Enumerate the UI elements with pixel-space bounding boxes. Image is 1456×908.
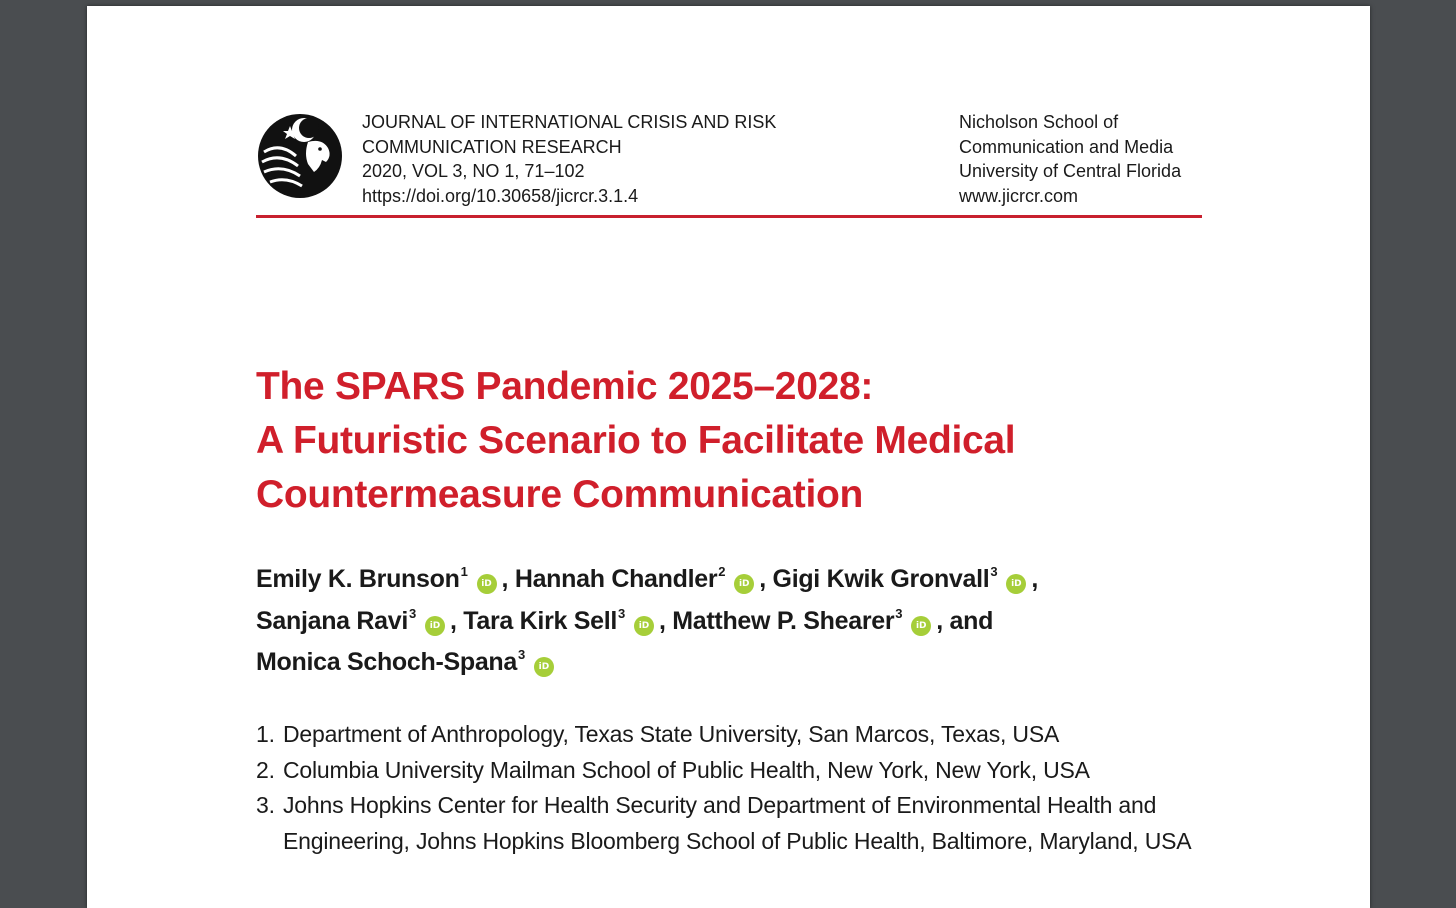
orcid-icon[interactable]: iD <box>1006 574 1026 594</box>
author-separator: , <box>501 565 509 593</box>
author-separator: , <box>658 606 666 635</box>
journal-name-line1: JOURNAL OF INTERNATIONAL CRISIS AND RISK <box>362 112 777 132</box>
title-line2: A Futuristic Scenario to Facilitate Medical <box>256 419 1016 462</box>
affiliation-text: Columbia University Mailman School of Public Health, New York, New York, USA <box>283 756 1090 783</box>
author-affiliation-mark: 3 <box>409 605 416 621</box>
title-line3: Countermeasure Communication <box>256 473 864 516</box>
publisher-info <box>959 110 1181 208</box>
journal-doi-link[interactable]: https://doi.org/10.30658/jicrcr.3.1.4 <box>362 185 639 206</box>
title-line1: The SPARS Pandemic 2025–2028: <box>256 365 874 408</box>
author-name: Hannah Chandler$^2$ <box>514 564 726 593</box>
journal-name-line2: COMMUNICATION RESEARCH <box>362 136 622 157</box>
orcid-icon[interactable]: iD <box>911 616 931 636</box>
publisher-line3: University of Central Florida <box>959 161 1182 181</box>
affiliation-item <box>256 717 1216 753</box>
orcid-icon[interactable]: iD <box>477 574 497 594</box>
journal-header <box>256 110 1202 220</box>
author-affiliation-mark: 3 <box>895 605 903 621</box>
author-line <box>256 642 1216 684</box>
author-name: Monica Schoch-Spana$^3$ <box>256 647 525 676</box>
affiliation-text: Johns Hopkins Center for Health Security and Department of Environmental Health and Engineering, Johns Hopkins Bloomberg School of Public Health, Baltimore, Maryland, USA <box>283 792 1192 855</box>
pdf-page <box>87 6 1370 908</box>
publisher-line2: Communication and Media <box>959 136 1174 157</box>
orcid-icon[interactable]: iD <box>534 657 554 677</box>
author-affiliation-mark: 1 <box>460 564 468 579</box>
author-name: Matthew P. Shearer$^3$ <box>672 605 903 635</box>
author-line <box>256 559 1216 601</box>
affiliation-number: 1. <box>256 721 275 747</box>
affiliation-item <box>256 788 1216 859</box>
author-separator: , <box>449 606 457 635</box>
author-separator: , and <box>936 606 994 635</box>
affiliation-text: Department of Anthropology, Texas State University, San Marcos, Texas, USA <box>283 721 1060 747</box>
header-divider <box>256 215 1202 218</box>
author-affiliation-mark: 3 <box>518 647 525 662</box>
affiliation-list <box>256 717 1216 860</box>
author-line <box>256 601 1216 643</box>
orcid-icon[interactable]: iD <box>634 616 654 636</box>
journal-info <box>362 110 776 208</box>
journal-volume: 2020, VOL 3, NO 1, 71–102 <box>362 161 585 181</box>
orcid-icon[interactable]: iD <box>734 574 754 594</box>
affiliation-number: 3. <box>256 792 275 819</box>
author-name: Gigi Kwik Gronvall$^3$ <box>772 564 998 593</box>
author-name: Tara Kirk Sell$^3$ <box>463 605 625 635</box>
pegasus-logo-icon <box>256 112 344 200</box>
author-name: Emily K. Brunson$^1$ <box>256 564 468 593</box>
publisher-line1: Nicholson School of <box>959 112 1119 132</box>
affiliation-number: 2. <box>256 756 275 783</box>
author-affiliation-mark: 3 <box>618 605 625 621</box>
affiliation-item <box>256 753 1216 789</box>
author-name: Sanjana Ravi$^3$ <box>256 605 416 635</box>
author-separator: , <box>1031 565 1039 593</box>
article-title <box>256 360 1216 522</box>
orcid-icon[interactable]: iD <box>425 616 445 636</box>
author-list <box>256 559 1216 684</box>
author-affiliation-mark: 2 <box>718 564 726 579</box>
author-affiliation-mark: 3 <box>990 564 998 579</box>
publisher-website-link[interactable]: www.jicrcr.com <box>959 185 1079 206</box>
author-separator: , <box>759 565 766 593</box>
